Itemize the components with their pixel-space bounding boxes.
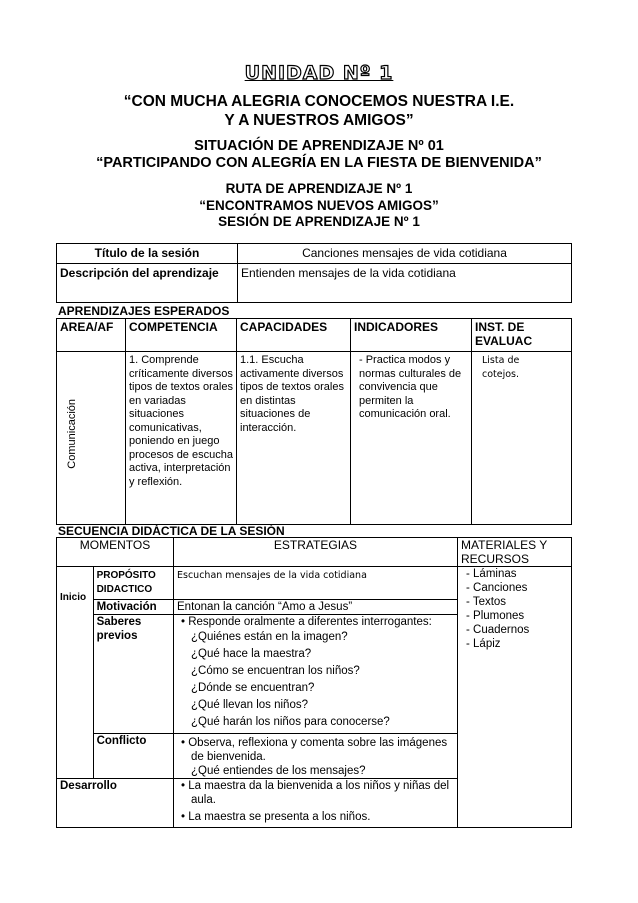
instrumento-cell bbox=[472, 352, 572, 525]
session-title-row bbox=[57, 244, 572, 264]
expected-learning-heading: APRENDIZAJES ESPERADOS bbox=[58, 304, 230, 318]
saberes-intro-text: Responde oralmente a diferentes interrogantes: bbox=[188, 616, 432, 628]
header-area: AREA/AF bbox=[57, 319, 126, 352]
route-title: RUTA DE APRENDIZAJE Nº 1 bbox=[225, 181, 413, 196]
saberes-intro: • Responde oralmente a diferentes interrogantes: bbox=[181, 616, 432, 628]
competencia-value: 1. Comprende críticamente diversos tipos de textos orales en variadas situaciones comunicativas, poniendo en juego procesos de escucha activa, interpretación y reflexión. bbox=[126, 352, 237, 525]
material-item: - Plumones bbox=[466, 610, 525, 622]
proposito-row bbox=[57, 567, 572, 600]
material-item: - Láminas bbox=[466, 568, 517, 580]
saberes-question: ¿Qué harán los niños para conocerse? bbox=[191, 716, 390, 728]
desarrollo-item: • La maestra da la bienvenida a los niños y niñas del aula. bbox=[181, 780, 450, 806]
saberes-label: Saberes previos bbox=[93, 615, 173, 734]
header-estrategias: ESTRATEGIAS bbox=[174, 538, 458, 567]
header-indicadores: INDICADORES bbox=[351, 319, 472, 352]
route-name: “ENCONTRAMOS NUEVOS AMIGOS” bbox=[199, 198, 439, 213]
area-cell bbox=[57, 352, 126, 525]
saberes-question: ¿Qué hace la maestra? bbox=[191, 648, 312, 660]
didactic-sequence-table bbox=[56, 537, 572, 828]
expected-learning-row bbox=[57, 352, 572, 525]
indicadores-value: - Practica modos y normas culturales de convivencia que permiten la comunicación oral. bbox=[351, 352, 472, 525]
unit-title: UNIDAD Nº 1 bbox=[244, 62, 394, 84]
conflicto-question: ¿Qué entiendes de los mensajes? bbox=[191, 765, 366, 777]
expected-learning-table bbox=[56, 318, 572, 525]
saberes-cell bbox=[174, 615, 458, 734]
desarrollo-item-text: La maestra se presenta a los niños. bbox=[188, 811, 371, 823]
proposito-value: Escuchan mensajes de la vida cotidiana bbox=[174, 567, 458, 600]
desarrollo-label: Desarrollo bbox=[57, 779, 174, 828]
session-description-row bbox=[57, 264, 572, 303]
session-description-value: Entienden mensajes de la vida cotidiana bbox=[238, 264, 572, 303]
desarrollo-item: • La maestra se presenta a los niños. bbox=[181, 811, 371, 823]
header-competencia: COMPETENCIA bbox=[126, 319, 237, 352]
saberes-question: ¿Quiénes están en la imagen? bbox=[191, 631, 348, 643]
instrumento-value: Lista de cotejos. bbox=[482, 355, 520, 380]
conflicto-cell bbox=[174, 734, 458, 779]
session-title-label: Título de la sesión bbox=[57, 244, 238, 264]
motivacion-value: Entonan la canción “Amo a Jesus” bbox=[174, 600, 458, 615]
material-item: - Textos bbox=[466, 596, 507, 608]
inicio-text: Inicio bbox=[60, 591, 87, 603]
inicio-label bbox=[57, 567, 94, 779]
header-instrumento: INST. DE EVALUAC bbox=[472, 319, 572, 352]
expected-learning-header-row bbox=[57, 319, 572, 352]
header-capacidades: CAPACIDADES bbox=[237, 319, 351, 352]
unit-subtitle-line-1: “CON MUCHA ALEGRIA CONOCEMOS NUESTRA I.E. bbox=[123, 93, 515, 110]
header-momentos: MOMENTOS bbox=[57, 538, 174, 567]
area-value: Comunicación bbox=[66, 399, 78, 469]
conflicto-text: • Observa, reflexiona y comenta sobre las imágenes de bienvenida. bbox=[181, 737, 448, 763]
session-description-label: Descripción del aprendizaje bbox=[57, 264, 238, 303]
didactic-sequence-heading: SECUENCIA DIDÁCTICA DE LA SESIÓN bbox=[58, 524, 285, 538]
conflicto-value: Observa, reflexiona y comenta sobre las imágenes de bienvenida. bbox=[188, 737, 448, 763]
material-item: - Cuadernos bbox=[466, 624, 530, 636]
materiales-cell bbox=[458, 567, 572, 828]
capacidades-value: 1.1. Escucha activamente diversos tipos de textos orales en distintas situaciones de interacción. bbox=[237, 352, 351, 525]
proposito-label: PROPÓSITO DIDACTICO bbox=[93, 567, 173, 600]
material-item: - Canciones bbox=[466, 582, 528, 594]
material-item: - Lápiz bbox=[466, 638, 501, 650]
session-title: SESIÓN DE APRENDIZAJE Nº 1 bbox=[218, 214, 420, 229]
sequence-header-row bbox=[57, 538, 572, 567]
desarrollo-cell bbox=[174, 779, 458, 828]
session-title-value: Canciones mensajes de vida cotidiana bbox=[238, 244, 572, 264]
header-materiales: MATERIALES Y RECURSOS bbox=[458, 538, 572, 567]
motivacion-label: Motivación bbox=[93, 600, 173, 615]
saberes-question: ¿Cómo se encuentran los niños? bbox=[191, 665, 360, 677]
situation-title: SITUACIÓN DE APRENDIZAJE Nº 01 bbox=[194, 138, 444, 154]
unit-subtitle-line-2: Y A NUESTROS AMIGOS” bbox=[224, 112, 414, 129]
desarrollo-item-text: La maestra da la bienvenida a los niños y niñas del aula. bbox=[188, 780, 450, 806]
situation-name: “PARTICIPANDO CON ALEGRÍA EN LA FIESTA DE BIENVENIDA” bbox=[96, 155, 542, 171]
session-info-table bbox=[56, 243, 572, 303]
unit-subtitle bbox=[0, 92, 638, 130]
conflicto-label: Conflicto bbox=[93, 734, 173, 779]
saberes-question: ¿Qué llevan los niños? bbox=[191, 699, 308, 711]
saberes-question: ¿Dónde se encuentran? bbox=[191, 682, 315, 694]
